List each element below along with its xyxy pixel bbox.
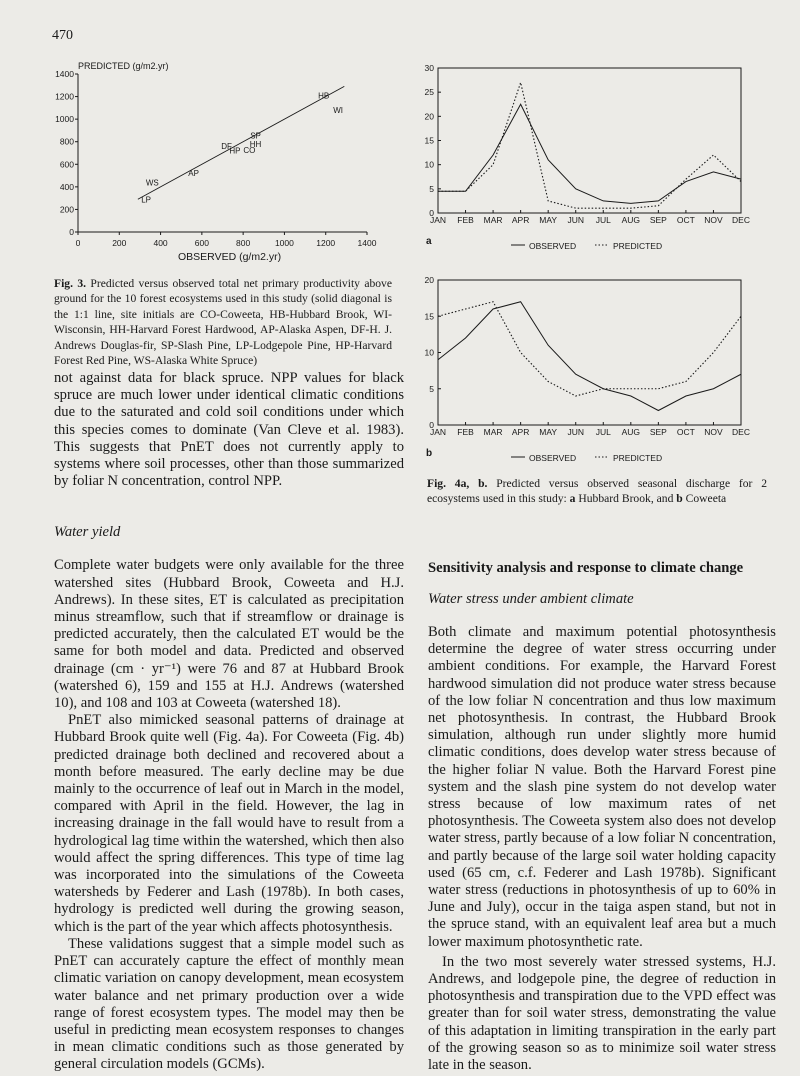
left-para-4: These validations suggest that a simple model such as PnET can accurately capture the effect of monthly mean climatic variation on canopy development, mean ecosystem water balance and net primary production over a wide range of forest ecosystem types. The model may then be useful in predicting mean ecosystem responses to changes in mean climatic conditions such as those generated by general circulation models (GCMs).: [54, 935, 404, 1073]
fig4a-x-tick-label: APR: [511, 215, 530, 225]
fig3-ylabel: PREDICTED (g/m2.yr): [78, 61, 169, 71]
fig3-xlabel: OBSERVED (g/m2.yr): [178, 251, 282, 263]
fig3-caption-text: Predicted versus observed total net primary productivity above ground for the 10 forest ecosystems used in this study (solid diagonal is the 1:1 line, site initials are CO-Coweeta, HB-Hubbard Brook, WI-Wisconsin, HH-Harvard Forest Hardwood, AP-Alaska Aspen, DF-H. J. Andrews Douglas-fir, SP-Slash Pine, LP-Lodgepole Pine, HP-Harvard Forest Red Pine, WS-Alaska White Spruce): [54, 277, 393, 368]
right-para-2: In the two most severely water stressed systems, H.J. Andrews, and lodgepole pine, the degree of reduction in photosynthesis and transpiration due to the VPD effect was greater than for soil water stress, demonstrating the value of this adaptation in limiting transpiration in the early part of the growing season so as to minimize soil water stress late in the season.: [428, 953, 776, 1074]
fig4a-x-tick-label: JUL: [595, 215, 611, 225]
fig4-caption-b-label: b: [676, 492, 683, 506]
fig4-caption-label: Fig. 4a, b.: [427, 477, 488, 490]
fig4b-series-observed: [438, 302, 741, 411]
fig3-point-lp: LP: [141, 195, 152, 205]
fig4b-x-tick-label: APR: [511, 427, 530, 437]
fig4a-x-tick-label: OCT: [676, 215, 695, 225]
fig4a-line-chart: [408, 58, 768, 258]
fig3-y-tick-label: 400: [59, 181, 74, 192]
fig3-y-tick-label: 1000: [55, 114, 74, 125]
fig4b-legend-observed: OBSERVED: [529, 453, 577, 463]
fig4-caption-b-text: Coweeta: [685, 492, 727, 506]
fig3-y-tick-label: 1200: [55, 91, 74, 102]
fig4a-legend: [511, 241, 662, 251]
fig4b-x-tick-label: AUG: [621, 427, 641, 437]
fig4b-axes: [425, 275, 750, 437]
fig3-point-ws: WS: [145, 178, 159, 188]
heading-water-stress: Water stress under ambient climate: [428, 591, 634, 607]
fig3-caption-label: Fig. 3.: [54, 277, 87, 290]
fig4a-x-tick-label: DEC: [732, 215, 750, 225]
fig3-y-tick-label: 800: [59, 136, 74, 147]
fig4a-y-tick-label: 5: [429, 183, 434, 194]
fig3-x-tick-label: 1400: [357, 238, 377, 248]
fig3-x-tick-label: 1000: [274, 238, 294, 248]
fig4b-line-chart: [408, 270, 768, 470]
left-column: [54, 370, 404, 1074]
fig4a-y-tick-label: 15: [424, 135, 434, 146]
fig3-reference-line: [138, 86, 344, 199]
fig4b-y-tick-label: 10: [424, 347, 434, 358]
fig4a-y-tick-label: 30: [424, 63, 434, 73]
fig4a-x-tick-label: MAR: [483, 215, 503, 225]
fig4-caption-text: Predicted versus observed seasonal discharge for 2 ecosystems used in this study:: [427, 477, 768, 506]
fig4a-x-tick-label: NOV: [704, 215, 723, 225]
fig3-point-hh: HH: [249, 139, 262, 149]
fig3-caption: [54, 276, 392, 368]
fig3-x-tick-label: 200: [112, 238, 127, 248]
fig3-point-hb: HB: [318, 91, 330, 101]
fig4a-x-tick-label: JAN: [429, 215, 447, 225]
fig3-x-tick-label: 400: [153, 238, 168, 248]
left-para-3: PnET also mimicked seasonal patterns of drainage at Hubbard Brook quite well (Fig. 4a). For Coweeta (Fig. 4b) predicted drainage both declined and recovered about a month before measured. The early decline may be due mainly to the occurrence of leaf out in March in the model, compared with April in the field. However, the lag in increasing drainage in the fall would have to result from a hydrological lag time within the watershed, which then also would affect the spring differences. This type of time lag was incorporated into the simulations of the Coweeta watersheds by Federer and Lash (1978b). In both cases, hydrology is predicted well during the growing season, which is the part of the year which affects photosynthesis.: [54, 712, 404, 935]
fig4a-panel-label: a: [426, 236, 432, 247]
fig3-x-tick-label: 1200: [316, 238, 336, 248]
fig4a-x-tick-label: JUN: [567, 215, 584, 225]
fig4a-y-tick-label: 10: [424, 159, 434, 170]
right-column: [428, 560, 776, 1074]
fig4b-legend-predicted: PREDICTED: [613, 453, 663, 463]
left-para-2: Complete water budgets were only available for the three watershed sites (Hubbard Brook, Coweeta and H.J. Andrews). In these sites, ET is calculated as precipitation minus streamflow, such that if streamflow or drainage is predicted accurately, then the calculated ET would be the same for both model and data. Predicted and observed drainage (cm · yr⁻¹) were 76 and 87 at Hubbard Brook (watershed 6), 159 and 155 at H.J. Andrews (watershed 10), and 108 and 103 at Coweeta (watershed 18).: [54, 557, 404, 712]
fig4b-y-tick-label: 20: [424, 275, 434, 285]
fig4b-y-tick-label: 15: [424, 311, 434, 322]
fig4-caption: [427, 476, 767, 507]
fig4b-frame: [438, 280, 741, 425]
fig4b-panel-label: b: [426, 448, 433, 459]
fig3-scatter-chart: [40, 55, 390, 270]
fig4a-y-tick-label: 0: [429, 208, 434, 218]
fig4-caption-a-text: Hubbard Brook, and: [578, 492, 674, 506]
fig4b-legend: [511, 453, 662, 463]
fig3-point-hp: HP: [229, 146, 241, 156]
fig4b-x-tick-label: SEP: [649, 427, 667, 437]
fig3-y-tick-label: 200: [59, 204, 74, 215]
fig4a-legend-observed: OBSERVED: [529, 241, 577, 251]
fig3-x-tick-label: 0: [75, 238, 81, 248]
fig3-y-tick-label: 1400: [55, 69, 74, 79]
fig3-point-df: DF: [221, 142, 232, 152]
fig3-points: [138, 86, 344, 204]
fig4a-series-observed: [438, 104, 741, 203]
page-number: 470: [52, 28, 73, 43]
fig4b-y-tick-label: 5: [429, 383, 434, 394]
fig4b-x-tick-label: OCT: [676, 427, 695, 437]
left-para-1: not against data for black spruce. NPP values for black spruce are much lower under identical climatic conditions due to the saturated and cold soil conditions under which this species comes to dominate (Van Cleve et al. 1983). This suggests that PnET does not currently apply to systems where soil processes, other than those summarized by foliar N concentration, control NPP.: [54, 370, 404, 490]
fig4a-series-predicted: [438, 83, 741, 209]
fig4a-x-tick-label: AUG: [621, 215, 641, 225]
fig4a-frame: [438, 68, 741, 213]
fig4b-x-tick-label: FEB: [457, 427, 474, 437]
fig3-x-tick-label: 600: [194, 238, 209, 248]
fig4a-y-tick-label: 20: [424, 111, 434, 122]
fig4b-series: [438, 302, 741, 411]
fig4a-x-tick-label: MAY: [539, 215, 558, 225]
fig4-caption-a-label: a: [569, 492, 576, 506]
fig3-point-ap: AP: [188, 168, 199, 178]
fig4b-x-tick-label: NOV: [704, 427, 723, 437]
fig3-point-wi: WI: [333, 106, 343, 116]
right-para-1: Both climate and maximum potential photosynthesis determine the degree of water stress occurring under ambient conditions. For example, the Harvard Forest hardwood simulation did not produce water stress because of the low foliar N concentration and thus low maximum net photosynthesis. In contrast, the Hubbard Brook simulation, although run under slightly more humid climatic conditions, does develop water stress because of the higher foliar N value. Both the Harvard Forest pine system and the slash pine system do not develop water stress because of low maximum rates of net photosynthesis. The Coweeta system also does not develop water stress, partly because of a low foliar N concentration, and partly because of the large soil water holding capacity used (65 cm, c.f. Federer and Lash 1978b). Significant water stress (reductions in photosynthesis of up to 60% in June and July), occur in the taiga aspen stand, but not in the spruce stand, with an equivalent leaf area but a much lower maximum photosynthetic rate.: [428, 624, 776, 950]
fig4b-x-tick-label: MAY: [539, 427, 558, 437]
fig4a-series: [438, 83, 741, 209]
fig3-y-tick-label: 0: [69, 227, 74, 237]
fig4a-x-tick-label: SEP: [649, 215, 667, 225]
heading-water-yield: Water yield: [54, 524, 121, 541]
fig3-y-tick-label: 600: [59, 159, 74, 170]
heading-sensitivity: Sensitivity analysis and response to climate change: [428, 560, 744, 576]
fig3-point-co: CO: [243, 146, 256, 156]
fig4a-x-tick-label: FEB: [457, 215, 474, 225]
fig4a-y-tick-label: 25: [424, 87, 434, 98]
fig4b-x-tick-label: DEC: [732, 427, 750, 437]
fig4a-axes: [425, 63, 750, 225]
fig3-x-tick-label: 800: [236, 238, 251, 248]
fig4a-legend-predicted: PREDICTED: [613, 241, 663, 251]
fig4b-y-tick-label: 0: [429, 420, 434, 430]
fig4b-x-tick-label: JAN: [429, 427, 447, 437]
fig3-point-sp: SP: [250, 131, 261, 141]
fig4b-x-tick-label: JUN: [567, 427, 584, 437]
fig4b-x-tick-label: JUL: [595, 427, 611, 437]
fig4b-x-tick-label: MAR: [483, 427, 503, 437]
